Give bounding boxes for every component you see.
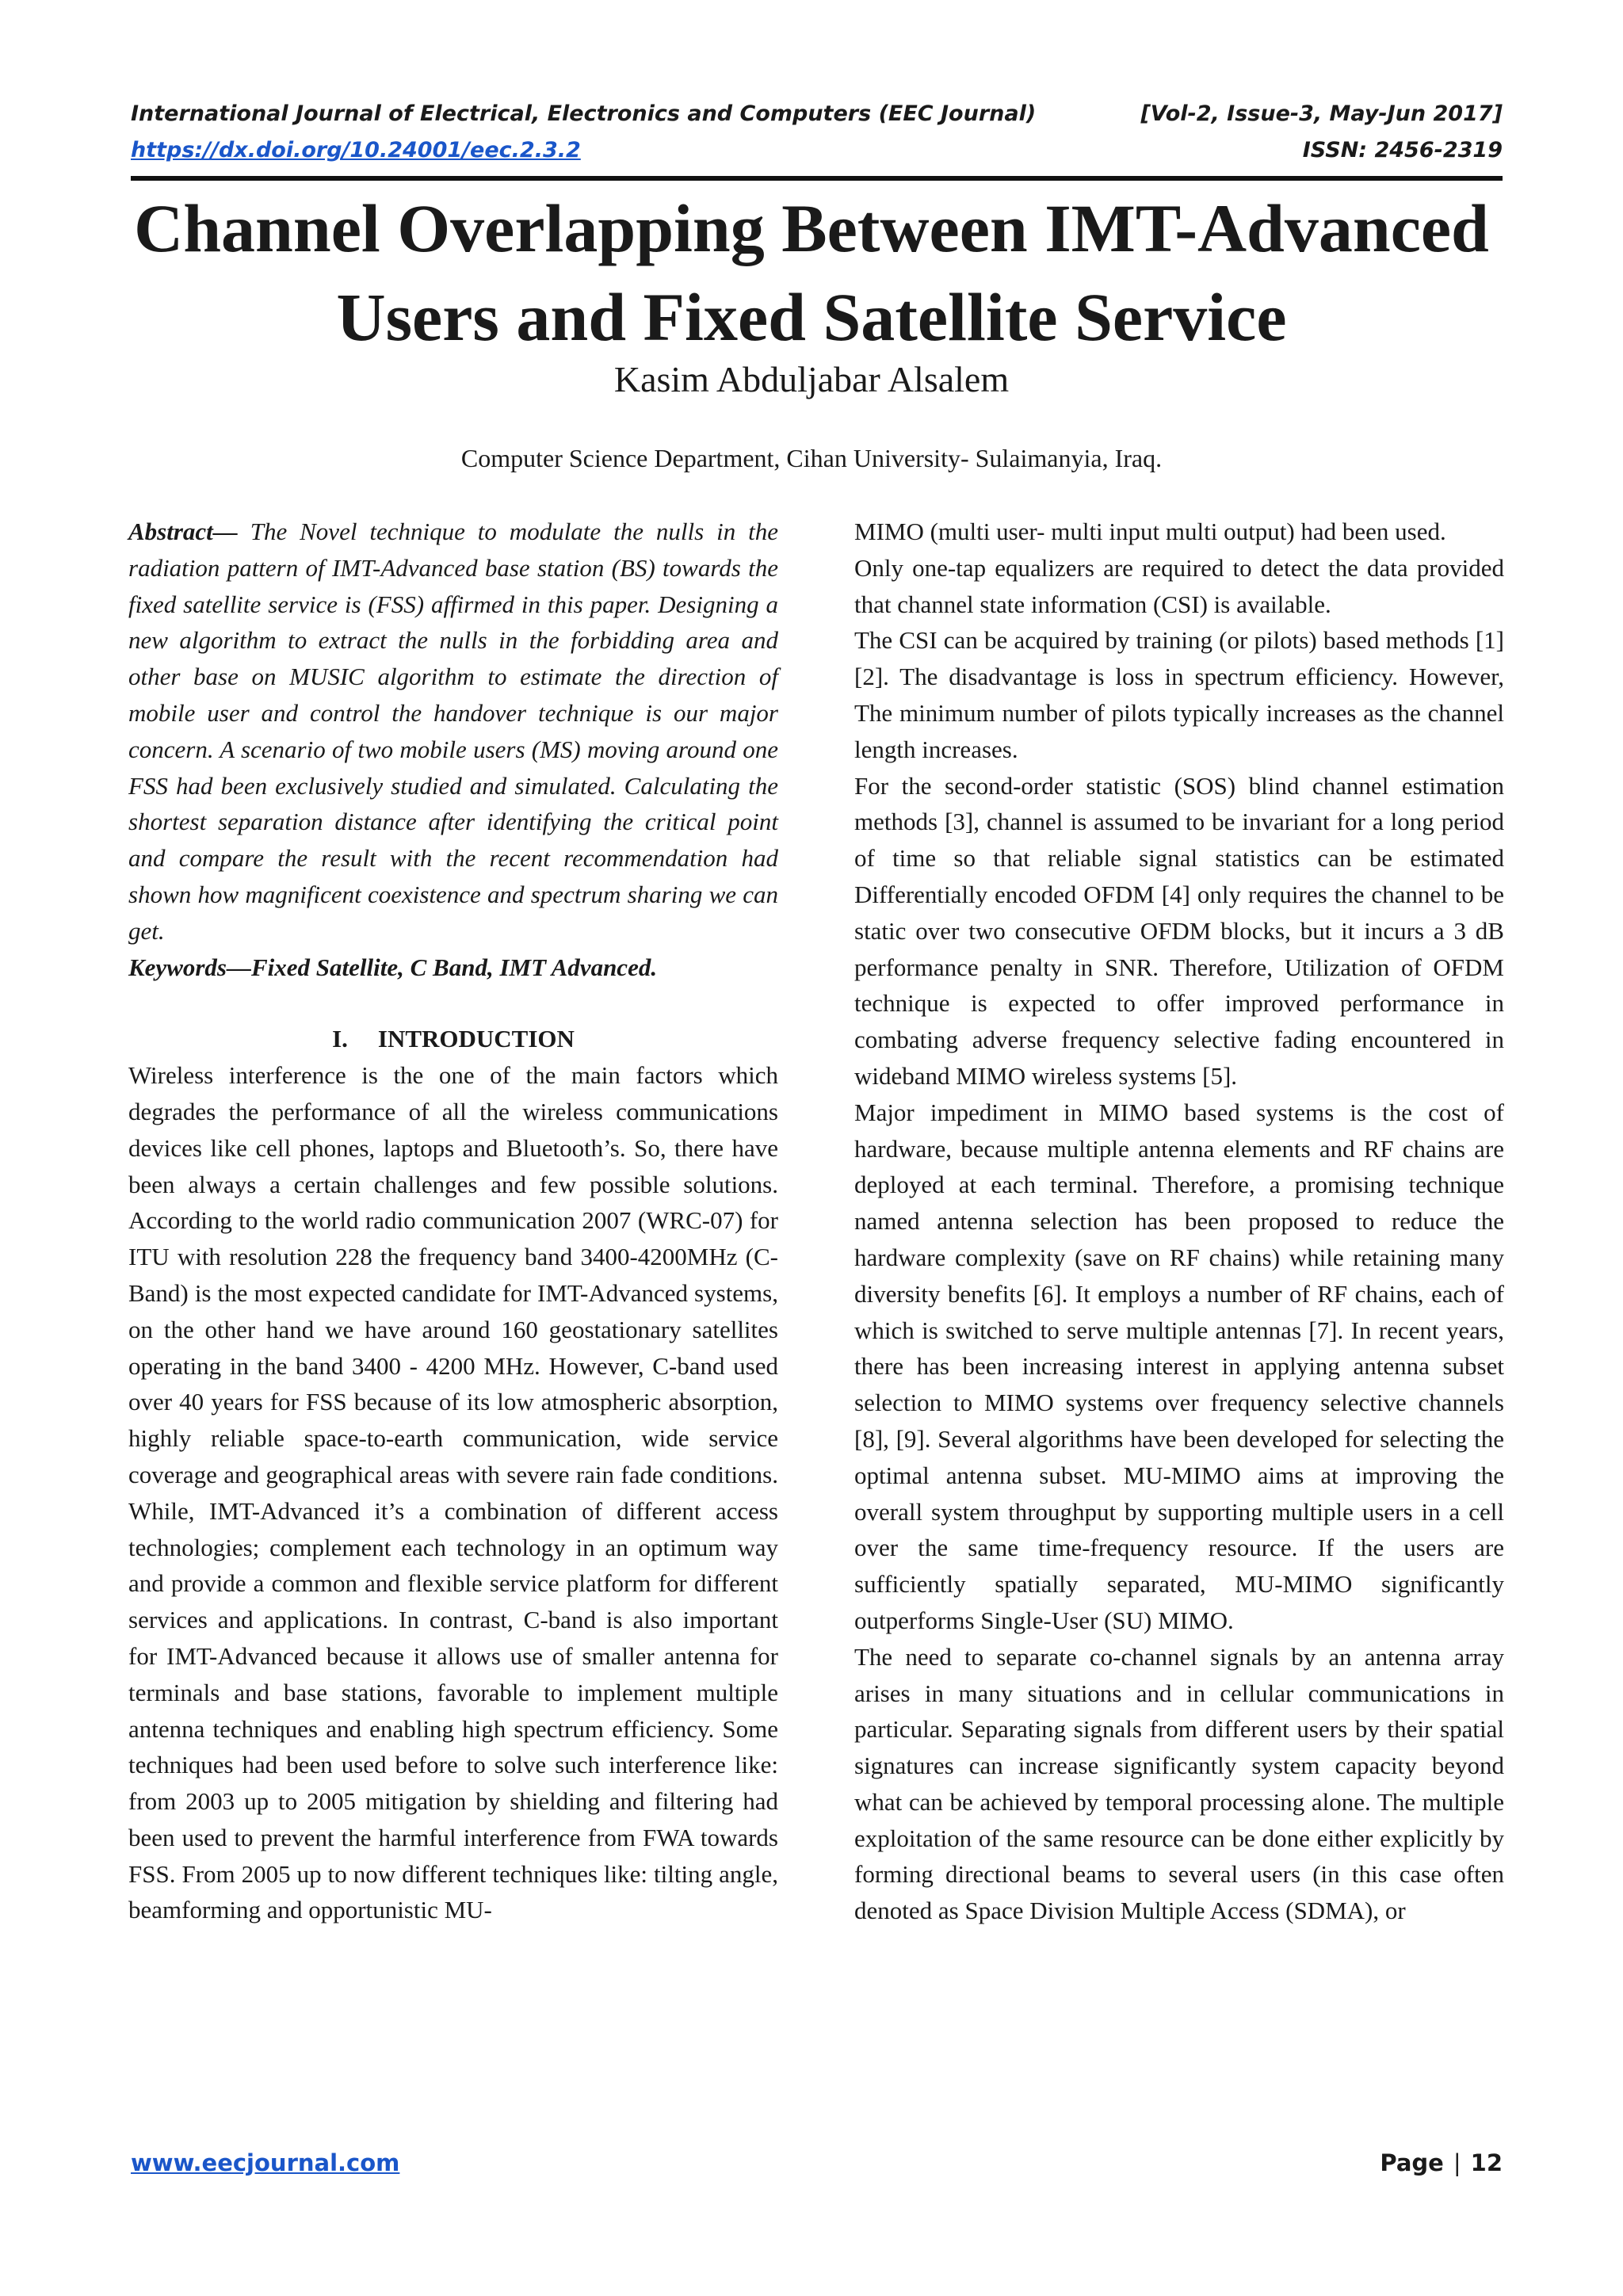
left-column (128, 514, 778, 1928)
page-separator: | (1453, 2149, 1461, 2176)
title-line-1: Channel Overlapping Between IMT-Advanced (134, 190, 1489, 266)
journal-name: International Journal of Electrical, Electronics and Computers (EEC Journal) (131, 101, 1037, 126)
volume-issue: [Vol-2, Issue-3, May-Jun 2017] (1140, 101, 1503, 126)
section-heading-introduction (128, 1021, 778, 1057)
abstract (128, 514, 778, 949)
paper-title (95, 184, 1528, 361)
page-label: Page (1380, 2149, 1444, 2176)
intro-paragraph-1: Wireless interference is the one of the main factors which degrades the performance of all the wireless communications devices like cell phones, laptops and Bluetooth’s. So, there have been always a certain challenges and few possible solutions. According to the world radio communication 2007 (WRC-07) for ITU with resolution 228 the frequency band 3400-4200MHz (C-Band) is the most expected candidate for IMT-Advanced systems, on the other hand we have around 160 geostationary satellites operating in the band 3400 - 4200 MHz. However, C-band used over 40 years for FSS because of its low atmospheric absorption, highly reliable space-to-earth communication, wide service coverage and geographical areas with severe rain fade conditions. While, IMT-Advanced it’s a combination of different access technologies; complement each technology in an optimum way and provide a common and flexible service platform for different services and applications. In contrast, C-band is also important for IMT-Advanced because it allows use of smaller antenna for terminals and base stations, favorable to implement multiple antenna techniques and enabling high spectrum efficiency. Some techniques had been used before to solve such interference like: from 2003 up to 2005 mitigation by shielding and filtering had been used to prevent the harmful interference from FWA towards FSS. From 2005 up to now different techniques like: tilting angle, beamforming and opportunistic MU- (128, 1061, 778, 1924)
title-line-2: Users and Fixed Satellite Service (336, 279, 1287, 355)
running-header-top (131, 101, 1503, 130)
paragraph-csi-training: The CSI can be acquired by training (or pilots) based methods [1][2]. The disadvantage is loss in spectrum efficiency. However, The minimum number of pilots typically increases as the channel length increases. (854, 626, 1504, 763)
paragraph-mimo-hardware: Major impediment in MIMO based systems is the cost of hardware, because multiple antenna elements and RF chains are deployed at each terminal. Therefore, a promising technique named antenna selection has been proposed to reduce the hardware complexity (save on RF chains) while retaining many diversity benefits [6]. It employs a number of RF chains, each of which is switched to serve multiple antennas [7]. In recent years, there has been increasing interest in applying antenna subset selection to MIMO systems over frequency selective channels [8], [9]. Several algorithms have been developed for selecting the optimal antenna subset. MU-MIMO aims at improving the overall system throughput by supporting multiple users in a cell over the same time-frequency resource. If the users are sufficiently spatially separated, MU-MIMO significantly outperforms Single-User (SU) MIMO. (854, 1098, 1504, 1634)
author-affiliation: Computer Science Department, Cihan University- Sulaimanyia, Iraq. (460, 444, 1163, 472)
doi-link[interactable]: https://dx.doi.org/10.24001/eec.2.3.2 (131, 138, 581, 162)
keywords: Keywords—Fixed Satellite, C Band, IMT Advanced. (128, 953, 658, 981)
page-indicator (1380, 2149, 1503, 2176)
issn: ISSN: 2456-2319 (1302, 138, 1503, 162)
abstract-label: Abstract— (128, 518, 238, 545)
paragraph-equalizers: Only one-tap equalizers are required to detect the data provided that channel state information (CSI) is available. (854, 553, 1504, 618)
paragraph-mimo-used: MIMO (multi user- multi input multi output) had been used. (854, 518, 1446, 545)
page-number: 12 (1470, 2149, 1503, 2176)
paragraph-sos-blind: For the second-order statistic (SOS) blind channel estimation methods [3], channel is assumed to be invariant for a long period of time so that reliable signal statistics can be estimated Differentially encoded OFDM [4] only requires the channel to be static over two consecutive OFDM blocks, but it incurs a 3 dB performance penalty in SNR. Therefore, Utilization of OFDM technique is expected to offer improved performance in combating adverse frequency selective fading encountered in wideband MIMO wireless systems [5]. (854, 771, 1504, 1090)
paragraph-co-channel: The need to separate co-channel signals by an antenna array arises in many situations and in cellular communications in particular. Separating signals from different users by their spatial signatures can increase significantly system capacity beyond what can be achieved by temporal processing alone. The multiple exploitation of the same resource can be done either explicitly by forming directional beams to several users (in this case often denoted as Space Division Multiple Access (SDMA), or (854, 1642, 1504, 1925)
header-rule (131, 176, 1503, 181)
running-header-bottom (131, 138, 1503, 166)
journal-website-link[interactable]: www.eecjournal.com (131, 2149, 400, 2176)
right-column (854, 514, 1504, 1929)
section-title: INTRODUCTION (377, 1025, 575, 1053)
author-name: Kasim Abduljabar Alsalem (613, 359, 1010, 399)
abstract-text: The Novel technique to modulate the nulls in the radiation pattern of IMT-Advanced base station (BS) towards the fixed satellite service is (FSS) affirmed in this paper. Designing a new algorithm to extract the nulls in the forbidding area and other base on MUSIC algorithm to estimate the direction of mobile user and control the handover technique is our major concern. A scenario of two mobile users (MS) moving around one FSS had been exclusively studied and simulated. Calculating the shortest separation distance after identifying the critical point and compare the result with the recent recommendation had shown how magnificent coexistence and spectrum sharing we can get. (128, 518, 778, 945)
section-number: I. (332, 1025, 348, 1053)
